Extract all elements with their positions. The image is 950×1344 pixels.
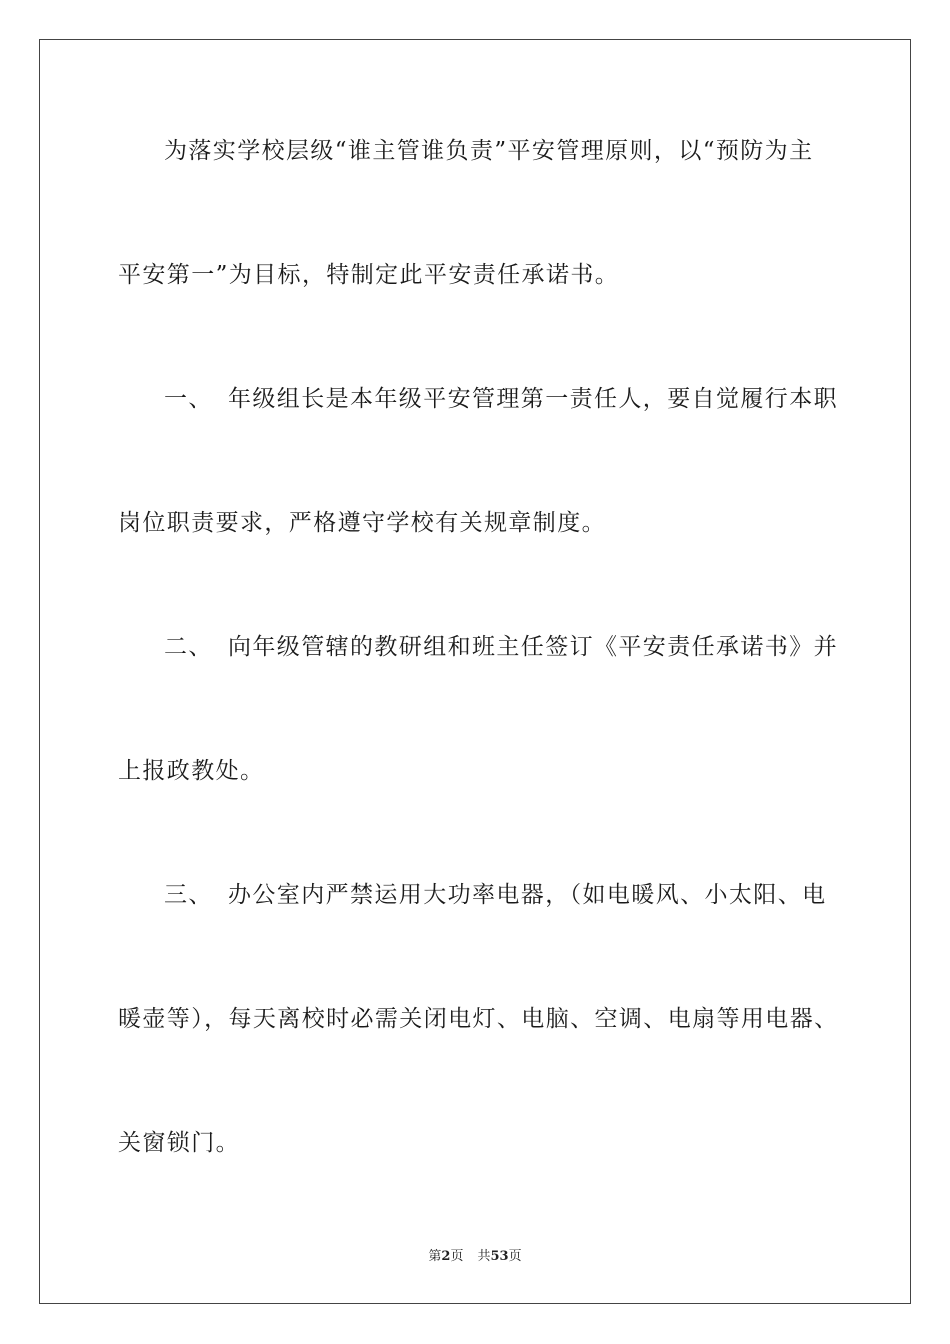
page-footer [0,1248,950,1266]
footer-page-prefix: 第 [428,1249,442,1264]
page-border [39,39,911,1304]
paragraph-2-line-2: 上报政教处。 [118,758,265,784]
paragraph-intro-line-1: 为落实学校层级“谁主管谁负责”平安管理原则，以“预防为主 [164,138,814,164]
paragraph-1-line-1 [118,384,838,414]
paragraph-3-line-1 [118,880,834,910]
footer-page-number: 2 [441,1249,451,1264]
paragraph-2-text: 向年级管辖的教研组和班主任签订《平安责任承诺书》并 [228,634,838,660]
paragraph-1-number: 一、 [164,386,213,412]
paragraph-3-line-3: 关窗锁门。 [118,1130,240,1156]
paragraph-3-line-2: 暖壶等），每天离校时必需关闭电灯、电脑、空调、电扇等用电器、 [118,1006,839,1032]
paragraph-1-line-2: 岗位职责要求，严格遵守学校有关规章制度。 [118,510,606,536]
paragraph-3-number: 三、 [164,882,213,908]
footer-total-pages: 53 [490,1249,509,1264]
paragraph-3-text: 办公室内严禁运用大功率电器，（如电暖风、小太阳、电 [228,882,827,908]
footer-total-suffix: 页 [508,1249,522,1264]
paragraph-1-text: 年级组长是本年级平安管理第一责任人，要自觉履行本职 [228,386,838,412]
footer-total-prefix: 共 [477,1249,491,1264]
paragraph-2-line-1 [118,632,838,662]
paragraph-intro-line-2: 平安第一”为目标，特制定此平安责任承诺书。 [118,262,620,288]
footer-page-suffix: 页 [450,1249,464,1264]
paragraph-2-number: 二、 [164,634,213,660]
